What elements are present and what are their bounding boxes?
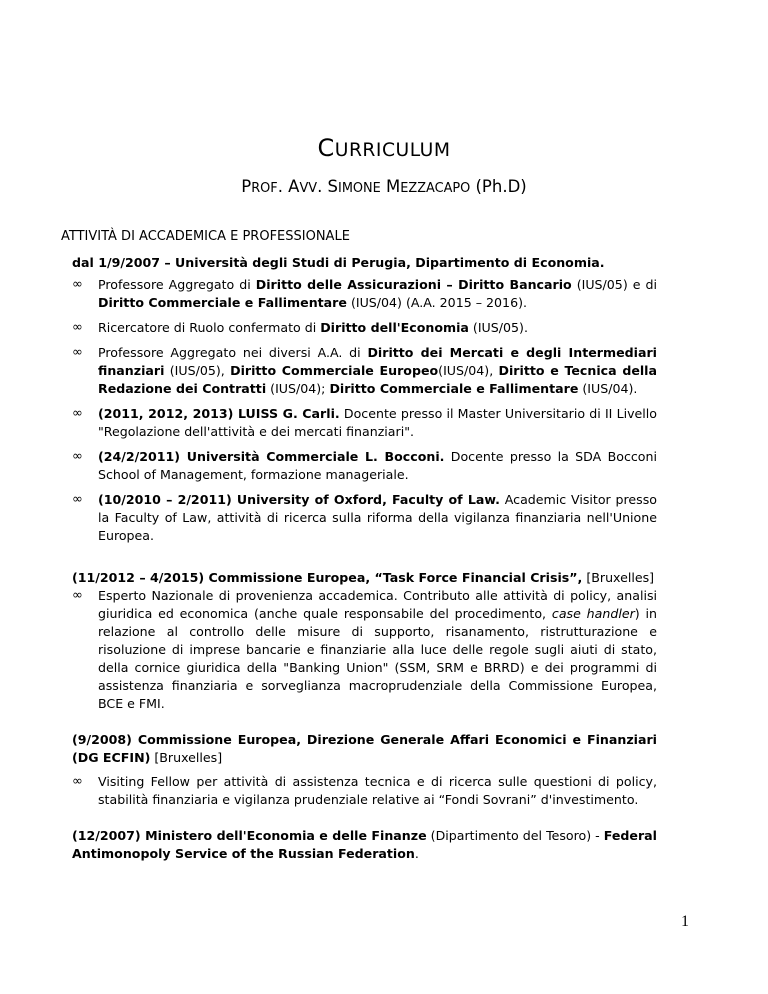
bullet-icon: ∞ bbox=[72, 345, 83, 360]
content-body bbox=[72, 254, 657, 867]
list-item: ∞ (2011, 2012, 2013) LUISS G. Carli. Docente presso il Master Universitario di II Livello "Regolazione dell'attività e dei mercati finanziari". bbox=[72, 406, 657, 439]
bullet-icon: ∞ bbox=[72, 449, 83, 464]
commission-block bbox=[72, 569, 657, 713]
list-item: ∞ Professore Aggregato di Diritto delle Assicurazioni – Diritto Bancario (IUS/05) e di Diritto Commerciale e Fallimentare (IUS/04) (A.A. 2015 – 2016). bbox=[72, 277, 657, 310]
list-item: ∞ Professore Aggregato nei diversi A.A. di Diritto dei Mercati e degli Intermediari finanziari (IUS/05), Diritto Commerciale Europeo(IUS/04), Diritto e Tecnica della Redazione dei Contratti (IUS/04); Diritto Commerciale e Fallimentare (IUS/04). bbox=[72, 345, 658, 396]
list-item: ∞ Ricercatore di Ruolo confermato di Diritto dell'Economia (IUS/05). bbox=[72, 320, 528, 335]
bullet-icon: ∞ bbox=[72, 406, 83, 421]
perugia-list bbox=[72, 276, 657, 545]
list-item: ∞ Esperto Nazionale di provenienza accademica. Contributo alle attività di policy, analisi giuridica ed economica (anche quale responsabile del procedimento, case handler) in relazione al controllo delle misure di supporto, risanamento, ristrutturazione e risoluzione di imprese bancarie e finanziarie alla luce delle regole sugli aiuti di stato, della cornice giuridica della "Banking Union" (SSM, SRM e BRRD) e dei programmi di assistenza finanziaria e sorveglianza macroprudenziale della Commissione Europea, BCE e FMI. bbox=[72, 588, 658, 711]
bullet-icon: ∞ bbox=[72, 588, 83, 603]
bullet-icon: ∞ bbox=[72, 277, 83, 292]
ecfin-heading: (9/2008) Commissione Europea, Direzione Generale Affari Economici e Finanziari (DG ECFIN) [Bruxelles] bbox=[72, 732, 657, 765]
ministry-heading: (12/2007) Ministero dell'Economia e delle Finanze (Dipartimento del Tesoro) - Federal Antimonopoly Service of the Russian Federation. bbox=[72, 828, 657, 861]
list-item: ∞ (24/2/2011) Università Commerciale L. Bocconi. Docente presso la SDA Bocconi School of Management, formazione manageriale. bbox=[72, 449, 657, 482]
ecfin-block bbox=[72, 731, 657, 809]
page-number: 1 bbox=[681, 913, 689, 930]
commission-heading: (11/2012 – 4/2015) Commissione Europea, “Task Force Financial Crisis”, [Bruxelles] bbox=[72, 570, 655, 585]
section-title: ATTIVITÀ DI ACCADEMICA E PROFESSIONALE bbox=[61, 229, 350, 244]
list-item: ∞ Visiting Fellow per attività di assistenza tecnica e di ricerca sulle questioni di policy, stabilità finanziaria e vigilanza prudenziale relative ai “Fondi Sovrani” d'investimento. bbox=[72, 774, 657, 807]
bullet-icon: ∞ bbox=[72, 774, 83, 789]
ministry-block bbox=[72, 827, 657, 863]
perugia-heading: dal 1/9/2007 – Università degli Studi di Perugia, Dipartimento di Economia. bbox=[72, 255, 605, 270]
bullet-icon: ∞ bbox=[72, 492, 83, 507]
ecfin-list bbox=[72, 773, 657, 809]
bullet-icon: ∞ bbox=[72, 320, 83, 335]
document-subtitle: PROF. AVV. SIMONE MEZZACAPO (Ph.D) bbox=[241, 177, 527, 196]
list-item: ∞ (10/2010 – 2/2011) University of Oxford, Faculty of Law. Academic Visitor presso la Faculty of Law, attività di ricerca sulla riforma della vigilanza finanziaria nell'Unione Europea. bbox=[72, 492, 657, 543]
commission-list bbox=[72, 587, 657, 713]
document-title: CURRICULUM bbox=[317, 134, 451, 162]
